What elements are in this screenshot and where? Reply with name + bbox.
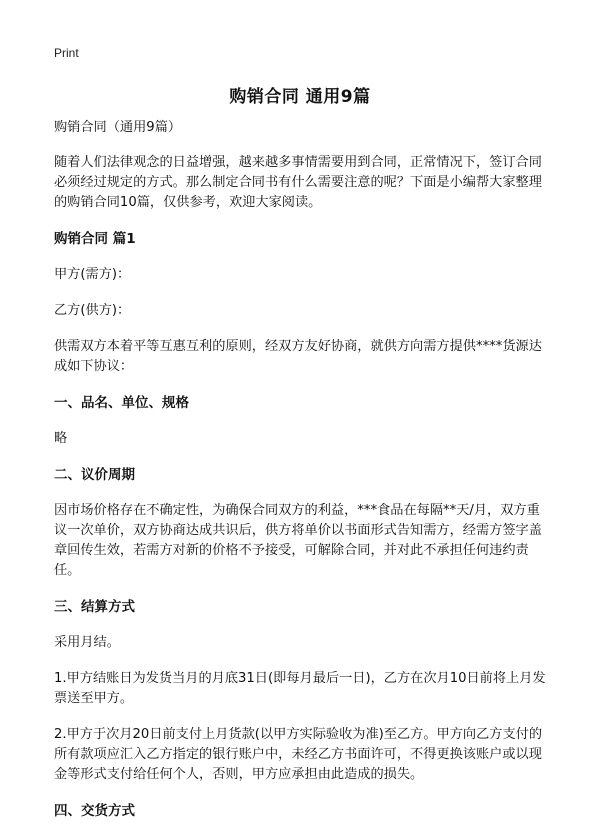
agreement-intro-paragraph: 供需双方本着平等互惠互利的原则，经双方友好协商，就供方向需方提供****货源达成如下协议： bbox=[54, 339, 542, 374]
section-heading: 购销合同 篇1 bbox=[54, 231, 136, 247]
clause-heading-4: 四、交货方式 bbox=[54, 803, 135, 819]
document-body bbox=[54, 118, 550, 837]
document-title: 购销合同 通用9篇 bbox=[229, 87, 371, 107]
clause-3-text-c: 2.甲方于次月20日前支付上月货款(以甲方实际验收为准)至乙方。甲方向乙方支付的所有款项应汇入乙方指定的银行账户中，未经乙方书面许可，不得更换该账户或以现金等形式支付给任何个人，否则，甲方应承担由此造成的损失。 bbox=[54, 727, 543, 782]
clause-heading-3: 三、结算方式 bbox=[54, 599, 135, 615]
clause-3-text-a: 采用月结。 bbox=[54, 635, 120, 650]
clause-3-text-b: 1.甲方结账日为发货当月的月底31日(即每月最后一日)，乙方在次月10日前将上月发票送至甲方。 bbox=[54, 671, 546, 706]
clause-2-text: 因市场价格存在不确定性，为确保合同双方的利益，***食品在每隔**天/月，双方重议一次单价，双方协商达成共识后，供方将单价以书面形式告知需方，经需方签字盖章回传生效，若需方对新的价格不予接受，可解除合同，并对此不承担任何违约责任。 bbox=[54, 503, 542, 578]
intro-paragraph: 随着人们法律观念的日益增强，越来越多事情需要用到合同，正常情况下，签订合同必须经过规定的方式。那么制定合同书有什么需要注意的呢？下面是小编帮大家整理的购销合同10篇，仅供参考，欢迎大家阅读。 bbox=[54, 155, 542, 210]
print-link[interactable]: Print bbox=[54, 46, 79, 60]
clause-heading-1: 一、品名、单位、规格 bbox=[54, 395, 189, 411]
party-b-line: 乙方(供方)： bbox=[54, 303, 131, 318]
party-a-line: 甲方(需方)： bbox=[54, 267, 131, 282]
clause-1-text: 略 bbox=[54, 431, 68, 446]
document-subtitle: 购销合同（通用9篇） bbox=[54, 120, 182, 135]
clause-heading-2: 二、议价周期 bbox=[54, 467, 135, 483]
